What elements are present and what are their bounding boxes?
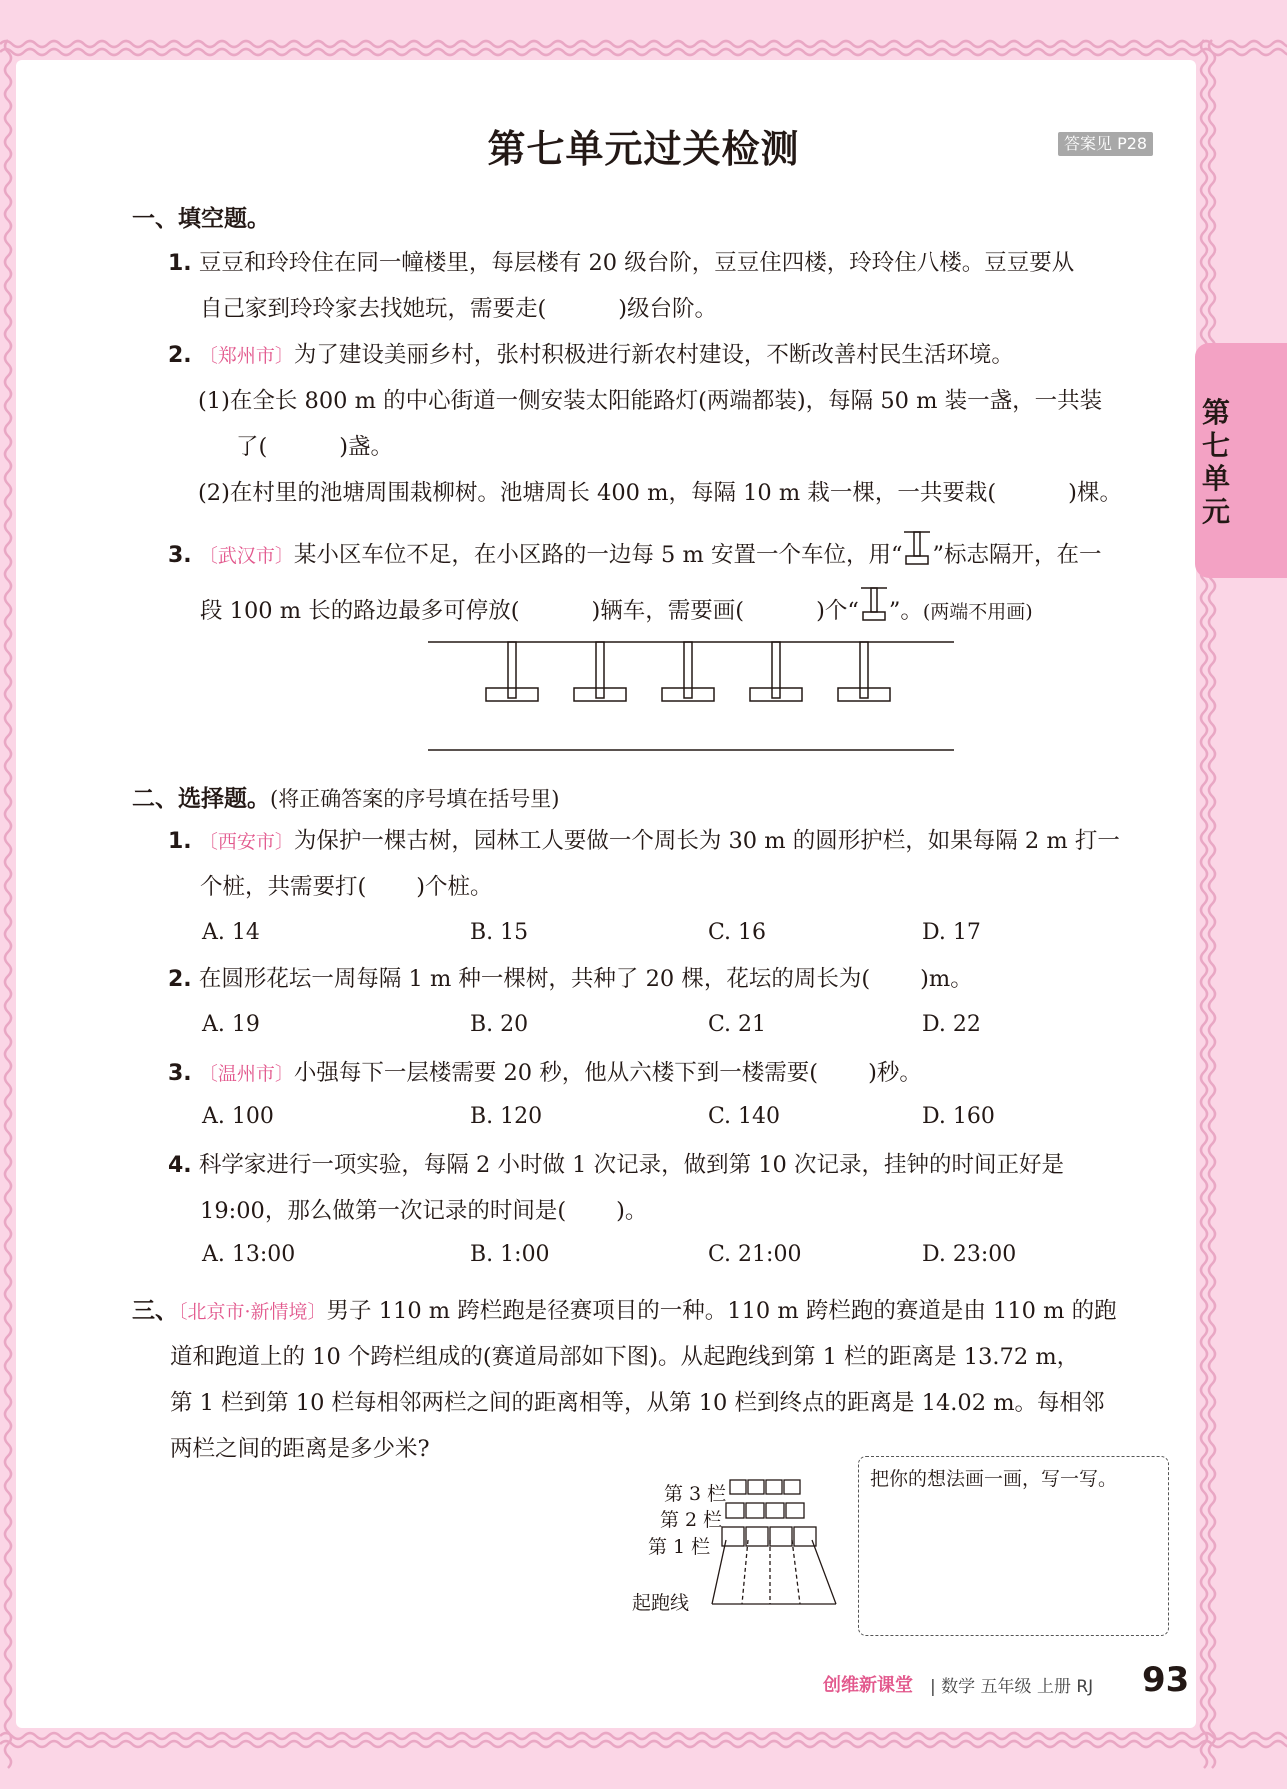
hurdle-3-label: 第 3 栏 — [664, 1483, 727, 1505]
section3-heading: 三、 — [132, 1298, 178, 1324]
s1-q1-text2b: )级台阶。 — [618, 296, 718, 322]
s1-q2-stem: 为了建设美丽乡村，张村积极进行新农村建设，不断改善村民生活环境。 — [293, 342, 1014, 368]
s2-q4-text2b: )。 — [616, 1198, 648, 1224]
s1-q3-line2 — [200, 586, 1033, 627]
answer-reference-badge: 答案见 P28 — [1058, 132, 1153, 156]
section1-heading: 一、填空题。 — [132, 206, 270, 232]
start-line-label: 起跑线 — [632, 1592, 690, 1614]
s2-q1-text2b: )个桩。 — [416, 874, 493, 900]
s2-q2-number: 2. — [168, 967, 192, 992]
s1-q1-text: 豆豆和玲玲住在同一幢楼里，每层楼有 20 级台阶，豆豆住四楼，玲玲住八楼。豆豆要从 — [198, 250, 1075, 276]
s2-q2-text1a: 在圆形花坛一周每隔 1 m 种一棵树，共种了 20 棵，花坛的周长为( — [198, 966, 871, 992]
hurdle-track-figure — [700, 1478, 840, 1618]
s1-q2-region-tag: 〔郑州市〕 — [198, 345, 294, 367]
s2-q1-option-d[interactable]: D. 17 — [922, 920, 981, 945]
s1-q3-region-tag: 〔武汉市〕 — [198, 545, 294, 567]
s1-q3-text2a: 段 100 m 长的路边最多可停放( — [200, 598, 520, 624]
s3-region-tag: 〔北京市·新情境〕 — [178, 1301, 327, 1323]
s1-q3-line1 — [168, 530, 1101, 571]
section2-instruction: (将正确答案的序号填在括号里) — [270, 787, 560, 811]
s1-q1-number: 1. — [168, 251, 192, 276]
s1-q2-number: 2. — [168, 343, 192, 368]
s2-q3-text1a: 小强每下一层楼需要 20 秒，他从六楼下到一楼需要( — [293, 1060, 819, 1086]
s2-q2-text1b: )m。 — [920, 966, 973, 992]
s2-q2-option-b[interactable]: B. 20 — [470, 1012, 529, 1037]
unit-side-tab-label: 第七单元 — [1201, 396, 1230, 528]
s2-q4-number: 4. — [168, 1153, 192, 1178]
s2-q4-text1: 科学家进行一项实验，每隔 2 小时做 1 次记录，做到第 10 次记录，挂钟的时间正好是 — [198, 1152, 1065, 1178]
s2-q4-option-a[interactable]: A. 13:00 — [202, 1242, 296, 1267]
s3-line2: 道和跑道上的 10 个跨栏组成的(赛道局部如下图)。从起跑线到第 1 栏的距离是 13.72 m， — [170, 1344, 1080, 1370]
s1-q3-note: (两端不用画) — [922, 601, 1033, 623]
s1-q2-p2-textb: )棵。 — [1068, 480, 1122, 506]
s2-q1-option-b[interactable]: B. 15 — [470, 920, 529, 945]
footer-brand: 创维新课堂 — [823, 1675, 913, 1696]
s3-text1: 男子 110 m 跨栏跑是径赛项目的一种。110 m 跨栏跑的赛道是由 110 m 的跑 — [326, 1298, 1117, 1324]
answer-box-prompt: 把你的想法画一画，写一写。 — [870, 1468, 1118, 1490]
s1-q3-number: 3. — [168, 543, 192, 568]
page-number: 93 — [1142, 1660, 1190, 1700]
s1-q1-line2 — [200, 294, 717, 324]
s2-q1-option-c[interactable]: C. 16 — [708, 920, 767, 945]
section2-title: 二、选择题。 — [132, 786, 270, 812]
s2-q1-line1 — [168, 826, 1120, 857]
s1-q1-line1 — [168, 248, 1074, 279]
s2-q4-line1 — [168, 1150, 1064, 1181]
s1-q2-p1-text2a: 了( — [236, 434, 268, 460]
s2-q2-option-c[interactable]: C. 21 — [708, 1012, 767, 1037]
parking-divider-icon — [902, 530, 932, 568]
footer-book-info: | 数学 五年级 上册 RJ — [930, 1677, 1094, 1697]
s2-q3-line1 — [168, 1058, 922, 1089]
s2-q3-option-b[interactable]: B. 120 — [470, 1104, 543, 1129]
s1-q2-line1 — [168, 340, 1014, 371]
s2-q4-option-d[interactable]: D. 23:00 — [922, 1242, 1017, 1267]
s2-q1-text1: 为保护一棵古树，园林工人要做一个周长为 30 m 的圆形护栏，如果每隔 2 m 打一 — [293, 828, 1120, 854]
hurdle-2-label: 第 2 栏 — [660, 1509, 723, 1531]
s3-line4: 两栏之间的距离是多少米? — [170, 1436, 430, 1462]
s2-q4-option-c[interactable]: C. 21:00 — [708, 1242, 802, 1267]
s1-q2-part2 — [198, 478, 1122, 508]
s1-q3-text1a: 某小区车位不足，在小区路的一边每 5 m 安置一个车位，用“ — [293, 542, 903, 568]
parking-road-diagram — [420, 632, 960, 756]
s2-q1-line2 — [200, 872, 493, 902]
s2-q3-region-tag: 〔温州市〕 — [198, 1063, 294, 1085]
s2-q1-option-a[interactable]: A. 14 — [202, 920, 260, 945]
s1-q2-p1-text2b: )盏。 — [339, 434, 394, 460]
s2-q3-option-d[interactable]: D. 160 — [922, 1104, 995, 1129]
s1-q2-p2-texta: (2)在村里的池塘周围栽柳树。池塘周长 400 m，每隔 10 m 栽一棵，一共要栽( — [198, 480, 997, 506]
s2-q3-option-c[interactable]: C. 140 — [708, 1104, 781, 1129]
hurdle-1-label: 第 1 栏 — [648, 1536, 711, 1558]
s1-q3-text2d: ”。 — [888, 598, 923, 624]
s3-line3: 第 1 栏到第 10 栏每相邻两栏之间的距离相等，从第 10 栏到终点的距离是 14.02 m。每相邻 — [170, 1390, 1105, 1416]
s2-q4-text2a: 19:00，那么做第一次记录的时间是( — [200, 1198, 567, 1224]
s2-q1-text2a: 个桩，共需要打( — [200, 874, 367, 900]
s1-q2-part1-line2 — [236, 432, 393, 462]
s1-q1-text2a: 自己家到玲玲家去找她玩，需要走( — [200, 296, 547, 322]
parking-divider-icon — [859, 586, 889, 624]
section2-heading — [132, 780, 559, 813]
s2-q2-option-a[interactable]: A. 19 — [202, 1012, 260, 1037]
s2-q1-number: 1. — [168, 829, 192, 854]
s1-q3-text2b: )辆车，需要画( — [591, 598, 745, 624]
s2-q2-line1 — [168, 964, 973, 995]
s1-q2-part1-line1: (1)在全长 800 m 的中心街道一侧安装太阳能路灯(两端都装)，每隔 50 m 装一盏，一共装 — [198, 388, 1103, 414]
s2-q3-option-a[interactable]: A. 100 — [202, 1104, 274, 1129]
s2-q3-text1b: )秒。 — [868, 1060, 922, 1086]
page-title: 第七单元过关检测 — [487, 127, 800, 171]
s2-q4-line2 — [200, 1196, 647, 1226]
s2-q2-option-d[interactable]: D. 22 — [922, 1012, 981, 1037]
s1-q3-text2c: )个“ — [816, 598, 859, 624]
s2-q1-region-tag: 〔西安市〕 — [198, 831, 294, 853]
s3-line1 — [132, 1296, 1117, 1327]
parking-dividers — [486, 642, 890, 701]
s2-q4-option-b[interactable]: B. 1:00 — [470, 1242, 550, 1267]
s2-q3-number: 3. — [168, 1061, 192, 1086]
s1-q3-text1b: ”标志隔开，在一 — [932, 542, 1102, 568]
